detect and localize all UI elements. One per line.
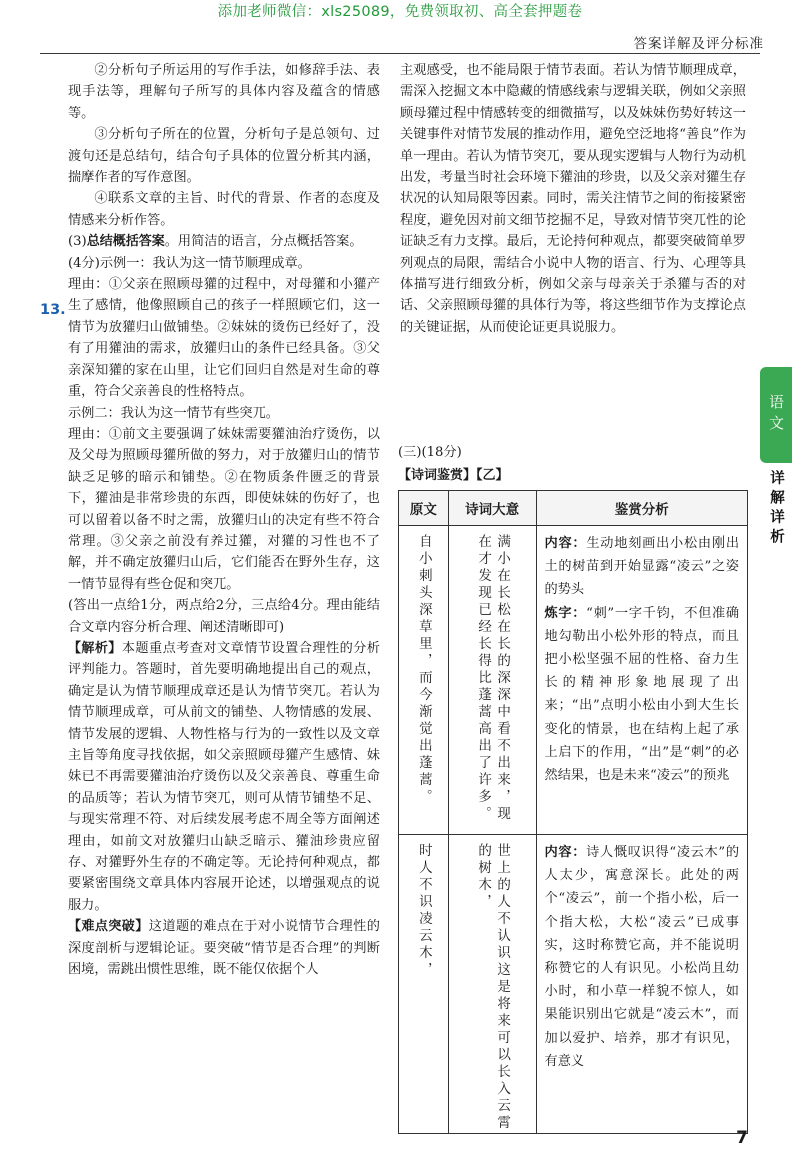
content-label: 内容： — [544, 536, 587, 551]
tip-3: ③分析句子所在的位置，分析句子是总领句、过渡句还是总结句，结合句子具体的位置分析其内涵，揣摩作者的写作意图。 — [68, 127, 380, 186]
table-row — [399, 526, 748, 835]
header-analysis: 鉴赏分析 — [536, 491, 747, 526]
header-original: 原文 — [399, 491, 449, 526]
meaning-text: 满小在长松在长的深深中看不出来，现在才发现已经长得比蓬蒿高出了许多。 — [475, 534, 511, 823]
original-text: 自小刺头深草里，而今渐觉出蓬蒿。 — [415, 534, 432, 806]
analysis — [68, 638, 380, 916]
cell-original — [399, 526, 449, 835]
subject-tab[interactable]: 语文 — [760, 367, 792, 463]
table-row — [399, 835, 748, 1134]
cell-meaning — [448, 835, 536, 1134]
promo-banner: 添加老师微信：xls25089，免费领取初、高全套押题卷 — [217, 4, 583, 20]
left-column — [68, 60, 380, 980]
cell-analysis — [536, 835, 747, 1134]
difficulty-continued: 主观感受，也不能局限于情节表面。若认为情节顺理成章，需深入挖掘文本中隐藏的情感线索与逻辑关联，例如父亲照顾母獾过程中情感转变的细微描写，以及妹妹伤势好转这一关键事件对情节发展的推动作用，避免空泛地将“善良”作为单一理由。若认为情节突兀，要从现实逻辑与人物行为动机出发，考量当时社会环境下獾油的珍贵，以及父亲对獾生存状况的认知局限等因素。同时，需关注情节之间的衔接紧密程度，避免因对前文细节挖掘不足，导致对情节突兀性的论证缺乏有力支撑。最后，无论持何种观点，都要突破简单罗列观点的局限，需结合小说中人物的语言、行为、心理等具体描写进行细致分析，例如父亲与母亲关于杀獾与否的对话、父亲照顾母獾的具体行为等，将这些细节作为支撑论点的关键证据，从而使论证更具说服力。 — [400, 63, 746, 335]
original-text: 时人不识凌云木， — [415, 843, 432, 979]
step-3-rest: 。用简洁的语言，分点概括答案。 — [164, 234, 363, 250]
side-label: 详解详析 — [768, 470, 784, 548]
cell-original — [399, 835, 449, 1134]
q13-example-1: (4分)示例一：我认为这一情节顺理成章。 — [68, 255, 311, 271]
content-label: 内容： — [544, 845, 587, 860]
lian-label: 炼字： — [544, 605, 587, 621]
page-number: 7 — [736, 1128, 748, 1148]
tip-4: ④联系文章的主旨、时代的背景、作者的态度及情感来分析作答。 — [68, 191, 380, 228]
meaning-text: 世上的人不认识这是将来可以长入云霄的树木， — [475, 843, 511, 1132]
header-title: 答案详解及评分标准 — [633, 36, 764, 52]
q13-example-2: 示例二：我认为这一情节有些突兀。 — [68, 405, 279, 421]
cell-analysis — [536, 526, 747, 835]
content-text: 生动地刻画出小松由刚出土的树苗到开始显露“凌云”之姿的势头 — [544, 536, 740, 598]
q13-reason-2: 理由：①前文主要强调了妹妹需要獾油治疗烫伤，以及父母为照顾母獾所做的努力，对于放獾归山的情节缺乏足够的暗示和铺垫。②在物质条件匮乏的背景下，獾油是非常珍贵的东西，即使妹妹的伤好了，也可以留着以备不时之需，放獾归山的决定有些不符合常理。③父亲之前没有养过獾，对獾的习性也不了解，并不确定放獾归山后，它们能否在野外生存，这一情节显得有些仓促和突兀。 — [68, 426, 380, 592]
lian-text: “刺”一字千钧，不但准确地勾勒出小松外形的特点，而且把小松坚强不屈的性格、奋力生长的精神形象地展现了出来；“出”点明小松由小到大生长变化的情景，也在结构上起了承上启下的作用，“出”是“刺”的必然结果，也是未来“凌云”的预兆 — [544, 605, 740, 784]
step-3 — [68, 231, 380, 252]
poem-table — [398, 490, 748, 1134]
analysis-text: 本题重点考查对文章情节设置合理性的分析评判能力。答题时，首先要明确地提出自己的观点，确定是认为情节顺理成章还是认为情节突兀。若认为情节顺理成章，可从前文的铺垫、人物情感的发展、情节发展的逻辑、人物性格与行为的一致性以及文章主旨等角度寻找依据，如父亲照顾母獾产生感情、妹妹已不再需要獾油治疗烫伤以及父亲善良、尊重生命的品质等；若认为情节突兀，则可从情节铺垫不足、与现实常理不符、对后续发展考虑不周全等方面阐述理由，如前文对放獾归山缺乏暗示、獾油珍贵应留存、对獾野外生存的不确定等。无论持何种观点，都要紧密围绕文章具体内容展开论述，以增强观点的说服力。 — [68, 640, 380, 913]
question-number: 13. — [40, 302, 66, 318]
analysis-tag: 【解析】 — [68, 640, 122, 656]
tip-2: ②分析句子所运用的写作手法，如修辞手法、表现手法等，理解句子所写的具体内容及蕴含的情感等。 — [68, 63, 380, 121]
q13-reason-1: 理由：①父亲在照顾母獾的过程中，对母獾和小獾产生了感情，他像照顾自己的孩子一样照顾它们，这一情节为放獾归山做铺垫。②妹妹的烫伤已经好了，没有了用獾油的需求，放獾归山的条件已经具备。③父亲深知獾的家在山里，让它们回归自然是对生命的尊重，符合父亲善良的性格特点。 — [68, 277, 380, 400]
cell-meaning — [448, 526, 536, 835]
header-meaning: 诗词大意 — [448, 491, 536, 526]
content-text: 诗人慨叹识得“凌云木”的人太少，寓意深长。此处的两个“凌云”，前一个指小松，后一个指大松，大松“凌云”已成事实，这时称赞它高，并不能说明称赞它的人有识见。小松尚且幼小时，和小草一样貌不惊人，如果能识别出它就是“凌云木”，而加以爱护、培养，那才有识见，有意义 — [544, 845, 740, 1069]
difficulty-tag: 【难点突破】 — [68, 919, 149, 935]
section-tag: 【诗词鉴赏】【乙】 — [398, 468, 509, 483]
q13-scoring-note: (答出一点给1分，两点给2分，三点给4分。理由能结合文章内容分析合理、阐述清晰即可) — [68, 598, 380, 635]
difficulty — [68, 916, 380, 980]
step-3-prefix: (3) — [68, 234, 87, 250]
right-column — [400, 60, 746, 338]
table-header-row — [399, 491, 748, 526]
section-heading: (三)(18分) — [398, 445, 462, 460]
difficulty-text: 这道题的难点在于对小说情节合理性的深度剖析与逻辑论证。要突破“情节是否合理”的判断困境，需跳出惯性思维，既不能仅依据个人 — [68, 919, 380, 978]
step-3-bold: 总结概括答案 — [86, 234, 165, 250]
header-divider — [40, 53, 760, 54]
